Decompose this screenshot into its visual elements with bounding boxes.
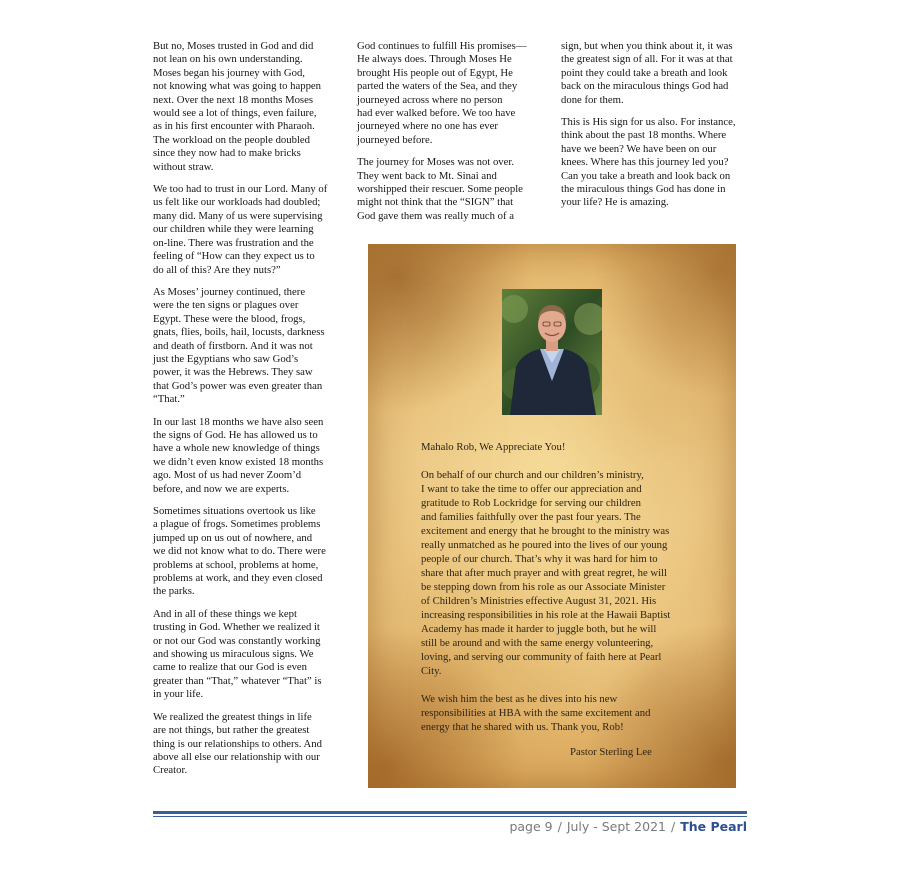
paragraph: Sometimes situations overtook us like a plague of frogs. Sometimes problems jumped up on us out of nowhere, and we did not know what to do. There were problems at school, problems at home, problems at work, and they even closed the parks. <box>153 505 326 598</box>
paragraph: We realized the greatest things in life are not things, but rather the greatest thing is our relationships to others. And above all else our relationship with our Creator. <box>153 710 322 777</box>
appreciation-letter-card <box>368 244 736 788</box>
article-column-3 <box>561 40 751 219</box>
paragraph: We too had to trust in our Lord. Many of us felt like our workloads had doubled; many did. Many of us were supervising our children while they were learning on-line. There was frustration and the feeling of “How can they expect us to do all of this? Are they nuts?” <box>153 183 328 276</box>
portrait-photo <box>502 289 602 415</box>
paragraph: And in all of these things we kept trusting in God. Whether we realized it or not our God was constantly working and showing us miraculous signs. We came to realize that our God is even greater than “That,” whatever “That” is in your life. <box>153 607 322 701</box>
paragraph: In our last 18 months we have also seen the signs of God. He has allowed us to have a whole new knowledge of things we didn’t even know existed 18 months ago. Most of us had never Zoom’d before, and now we are experts. <box>153 415 324 495</box>
letter-signature: Pastor Sterling Lee <box>570 746 652 758</box>
issue-date: July - Sept 2021 <box>566 819 666 834</box>
paragraph: The journey for Moses was not over. They went back to Mt. Sinai and worshipped their rescuer. Some people might not think that the “SIGN” that God gave them was really much of a <box>357 156 523 222</box>
paragraph: As Moses’ journey continued, there were the ten signs or plagues over Egypt. These were the blood, frogs, gnats, flies, boils, hail, locusts, darkness and death of firstborn. And it was not just the Egyptians who saw God’s power, it was the Hebrews. They saw that God’s power was even greater than “That.” <box>153 285 325 406</box>
paragraph: But no, Moses trusted in God and did not lean on his own understanding. Moses began his journey with God, not knowing what was going to happen next. Over the next 18 months Moses would see a lot of things, even failure, as in his first encounter with Pharaoh. The workload on the people doubled since they now had to make bricks without straw. <box>153 40 322 173</box>
footer-rule-thin <box>153 816 747 817</box>
paragraph: sign, but when you think about it, it was the greatest sign of all. For it was at that point they could take a breath and look back on the miraculous things God had done for them. <box>561 40 733 106</box>
letter-body: On behalf of our church and our children’s ministry, I want to take the time to offer our appreciation and gratitude to Rob Lockridge for serving our children and families faithfully over the past four years. The excitement and energy that he brought to the ministry was really unmatched as he poured into the lives of our young people of our church. That’s why it was hard for him to share that after much prayer and with great regret, he will be stepping down from his role as our Associate Minister of Children’s Ministries effective August 31, 2021. His increasing responsibilities in his role at the Hawaii Baptist Academy has made it harder to juggle both, but he will still be around and with the same energy volunteering, loving, and serving our community of faith here at Pearl City. <box>421 469 671 677</box>
footer-rule <box>153 811 747 814</box>
footer-separator: / <box>671 819 676 834</box>
paragraph: God continues to fulfill His promises— He always does. Through Moses He brought His people out of Egypt, He parted the waters of the Sea, and they journeyed across where no person had ever walked before. We too have journeyed where no one has ever journeyed before. <box>357 40 527 146</box>
page-footer <box>509 819 747 834</box>
letter-text <box>421 440 701 748</box>
page-number: page 9 <box>509 819 553 834</box>
publication-title: The Pearl <box>680 819 747 834</box>
paragraph: This is His sign for us also. For instance, think about the past 18 months. Where have we been? We have been on our knees. Where has this journey led you? Can you take a breath and look back on the miraculous things God has done in your life? He is amazing. <box>561 116 736 209</box>
article-column-2 <box>357 40 547 232</box>
letter-greeting: Mahalo Rob, We Appreciate You! <box>421 441 566 453</box>
article-column-1 <box>153 40 343 787</box>
footer-separator: / <box>557 819 562 834</box>
letter-closing: We wish him the best as he dives into his new responsibilities at HBA with the same excitement and energy that he shared with us. Thank you, Rob! <box>421 693 651 733</box>
portrait-image <box>502 289 602 415</box>
